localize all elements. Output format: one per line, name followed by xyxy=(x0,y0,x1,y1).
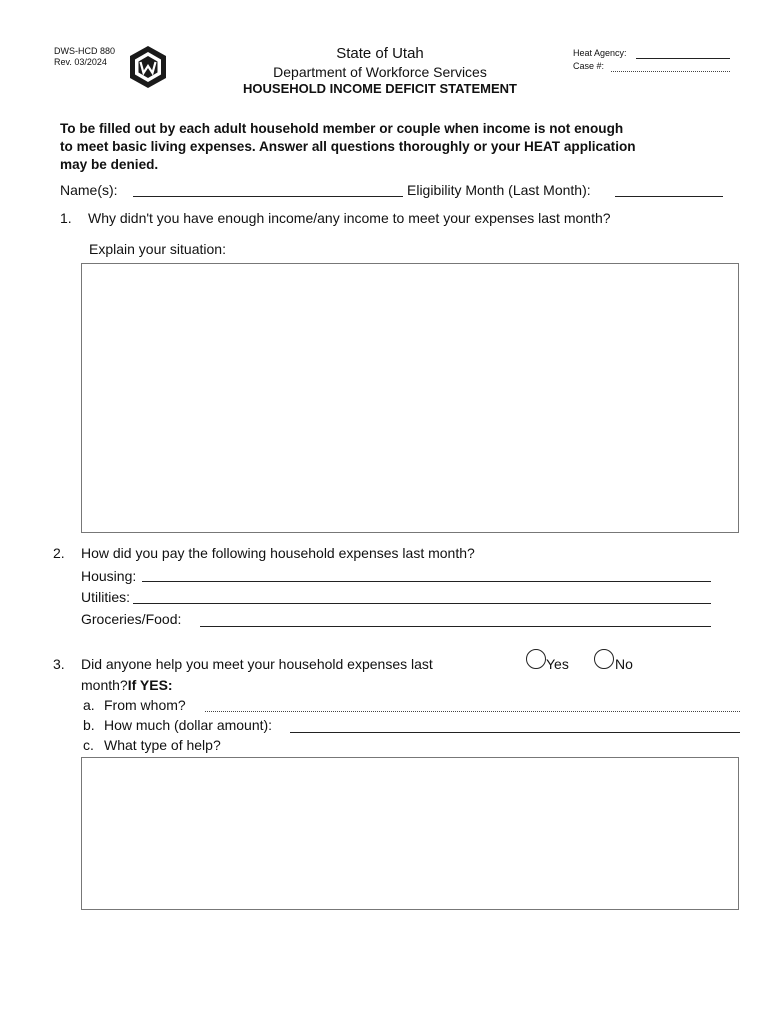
q3c-label: What type of help? xyxy=(104,737,221,753)
yes-radio[interactable] xyxy=(526,649,546,669)
q2-question: How did you pay the following household expenses last month? xyxy=(81,545,475,561)
utilities-field[interactable] xyxy=(133,603,711,604)
case-number-label: Case #: xyxy=(573,61,605,71)
q3-number: 3. xyxy=(53,656,65,672)
instructions xyxy=(60,120,636,174)
housing-field[interactable] xyxy=(142,581,711,582)
housing-label: Housing: xyxy=(81,568,137,584)
q3c-prefix: c. xyxy=(83,737,94,753)
q3b-prefix: b. xyxy=(83,717,95,733)
groceries-field[interactable] xyxy=(200,626,711,627)
q3-if-yes: If YES: xyxy=(127,677,173,693)
no-radio[interactable] xyxy=(594,649,614,669)
names-label: Name(s): xyxy=(60,182,118,198)
heat-agency-label: Heat Agency: xyxy=(573,48,627,58)
eligibility-month-label: Eligibility Month (Last Month): xyxy=(407,182,591,198)
instructions-line: to meet basic living expenses. Answer all questions thoroughly or your HEAT application xyxy=(60,139,636,154)
eligibility-month-field[interactable] xyxy=(615,196,723,197)
q3-question-line1: Did anyone help you meet your household expenses last xyxy=(81,656,433,672)
q3b-label: How much (dollar amount): xyxy=(104,717,273,733)
from-whom-field[interactable] xyxy=(205,711,740,712)
utilities-label: Utilities: xyxy=(81,589,131,605)
heat-agency-field[interactable] xyxy=(636,58,730,59)
q3a-label: From whom? xyxy=(104,697,186,713)
q2-number: 2. xyxy=(53,545,65,561)
dws-logo-icon xyxy=(128,45,168,89)
q1-explanation-box[interactable] xyxy=(81,263,739,533)
names-field[interactable] xyxy=(133,196,403,197)
q3-question-line2 xyxy=(81,677,173,693)
form-id: DWS-HCD 880 xyxy=(54,46,116,56)
yes-label: Yes xyxy=(546,656,569,672)
instructions-line: To be filled out by each adult household member or couple when income is not enough xyxy=(60,121,624,136)
instructions-line: may be denied. xyxy=(60,157,159,172)
help-type-box[interactable] xyxy=(81,757,739,910)
q3-question-month: month? xyxy=(81,677,128,693)
no-label: No xyxy=(615,656,633,672)
state-title: State of Utah xyxy=(336,45,424,62)
q1-explain-label: Explain your situation: xyxy=(89,241,226,257)
case-number-field[interactable] xyxy=(611,71,730,72)
q1-question: Why didn't you have enough income/any income to meet your expenses last month? xyxy=(88,210,611,226)
dollar-amount-field[interactable] xyxy=(290,732,740,733)
department-title: Department of Workforce Services xyxy=(273,64,487,80)
q3a-prefix: a. xyxy=(83,697,95,713)
form-revision: Rev. 03/2024 xyxy=(54,57,107,67)
q1-number: 1. xyxy=(60,210,72,226)
groceries-label: Groceries/Food: xyxy=(81,611,182,627)
page-title: HOUSEHOLD INCOME DEFICIT STATEMENT xyxy=(243,81,517,96)
